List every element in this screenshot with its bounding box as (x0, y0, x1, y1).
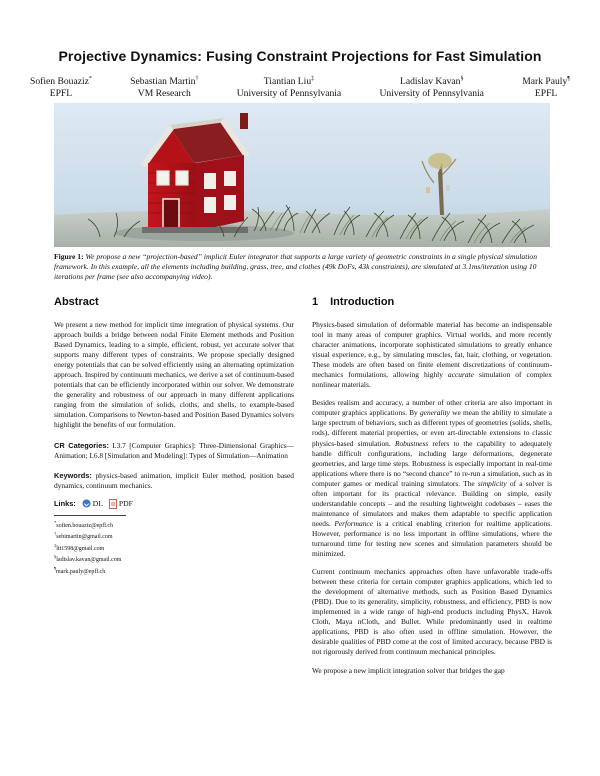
author-affiliation: University of Pennsylvania (379, 88, 484, 100)
author (522, 73, 570, 100)
teaser-scene (54, 103, 550, 247)
keywords-text: physics-based animation, implicit Euler method, position based dynamics, continuum mechanics. (54, 470, 294, 490)
cr-categories (54, 441, 294, 461)
links-label: Links: (54, 499, 76, 509)
dl-icon (82, 499, 91, 508)
intro-paragraph-1: Physics-based simulation of deformable material has become an indispensable tool in many areas of computer graphics. Virtual worlds, and more recently character animations, incorporate sophisticated simulations to greatly enhance visual experience, e.g., by simulating muscles, fat, hair, clothing, or vegetation. These models are often based on finite element discretizations of continuum-mechanics formulations, allowing highly accurate simulation of complex nonlinear materials. (312, 320, 552, 390)
cr-categories-label: CR Categories: (54, 440, 109, 450)
author-name: Ladislav Kavan (399, 76, 461, 88)
author-name: Tiantian Liu (263, 76, 312, 88)
author-affiliation: VM Research (137, 88, 191, 100)
cr-categories-text: I.3.7 [Computer Graphics]: Three-Dimensional Graphics—Animation; I.6.8 [Simulation and Modeling]: Types of Simulation—Animation (54, 440, 294, 460)
pdf-link[interactable] (109, 499, 133, 509)
figure-label: Figure 1: (54, 252, 84, 261)
author-affiliation: EPFL (534, 88, 558, 100)
figure-caption (54, 252, 550, 282)
intro-paragraph-3: Current continuum mechanics approaches often have unfavorable trade-offs between these criteria for certain computer graphics applications, which led to the development of alternative methods, such as Position Based Dynamics (PBD). Due to its generality, simplicity, robustness, and efficiency, PBD is now implemented in a wide range of high-end products including PhysX, Havok Cloth, Maya nCloth, and Bullet. While predominantly used in realtime applications, PBD is also often used in offline simulation. However, the desirable qualities of PBD come at the cost of limited accuracy, because PBD is not rigorously derived from continuum mechanical principles. (312, 567, 552, 657)
author-mark: § (460, 76, 464, 82)
pdf-icon (109, 499, 117, 509)
intro-paragraph-4: We propose a new implicit integration solver that bridges the gap (312, 665, 505, 675)
footnote: *sofien.bouaziz@epfl.ch (54, 519, 114, 529)
author (237, 73, 341, 100)
author-mark: ¶ (567, 76, 570, 82)
footnote-email: sofien.bouaziz@epfl.ch (56, 522, 114, 529)
author (379, 73, 483, 100)
dl-link-text[interactable]: DL (92, 499, 103, 509)
paper-title: Projective Dynamics: Fusing Constraint Projections for Fast Simulation (58, 48, 542, 64)
intro-heading (312, 296, 552, 308)
author (130, 73, 198, 100)
pdf-link-text[interactable]: PDF (118, 499, 133, 509)
footnote: §ladislav.kavan@gmail.com (54, 554, 122, 564)
keywords-label: Keywords: (54, 470, 92, 480)
footnote: ‡ltt1598@gmail.com (54, 542, 105, 552)
links-row (54, 499, 294, 509)
footnote-email: mark.pauly@epfl.ch (56, 569, 106, 576)
left-column (54, 296, 294, 577)
author-mark: ‡ (311, 76, 315, 82)
author-affiliation: EPFL (49, 88, 73, 100)
footnote-email: ladislav.kavan@gmail.com (56, 557, 122, 564)
intro-paragraph-2: Besides realism and accuracy, a number of other criteria are also important in computer graphics applications. By generality we mean the ability to simulate a large spectrum of behaviors, such as different types of geometries (solids, shells, rods), different material properties, or even art-directable extensions to classic physics-based simulation. Robustness refers to the capability to adequately handle difficult configurations, including large deformations, degenerate geometries, and large time steps. Robustness is especially important in real-time applications where there is no “second chance” to re-run a simulation, such as in computer games or medical training simulators. The simplicity of a solver is often important for its practical relevance. Building on simple, easily understandable concepts – and the resulting lightweight codebases – eases the maintenance of simulators and makes them adaptable to specific application needs. Performance is a critical enabling criterion for realtime applications. However, performance is no less important in offline simulations, where the turnaround time for testing new scenes and simulation parameters should be minimized. (312, 398, 552, 559)
author-mark: † (195, 76, 199, 82)
author-list (30, 73, 570, 100)
section-number: 1 (312, 296, 319, 308)
right-column (312, 296, 552, 684)
keywords (54, 471, 294, 491)
footnote: †sebimartin@gmail.com (54, 531, 113, 541)
footnotes (54, 515, 126, 577)
abstract-text: We present a new method for implicit time integration of physical systems. Our approach builds a bridge between nodal Finite Element methods and Position Based Dynamics, leading to a simple, efficient, robust, yet accurate solver that supports many different types of constraints. We propose specially designed energy potentials that can be solved efficiently using an alternating optimization approach. Inspired by continuum mechanics, we derive a set of continuum-based potentials that can be efficiently incorporated within our solver. We demonstrate the generality and robustness of our approach in many different applications ranging from the simulation of solids, cloths, and shells, to example-based simulation. Comparisons to Newton-based and Position Based Dynamics solvers highlight the benefits of our formulation. (54, 320, 294, 430)
dl-link[interactable] (82, 499, 103, 508)
footnote-email: ltt1598@gmail.com (56, 545, 105, 552)
abstract-heading: Abstract (54, 296, 99, 308)
figure-caption-text: We propose a new “projection-based” implicit Euler integrator that supports a large variety of geometric constraints in a single physical simulation framework. In this example, all the elements including building, grass, tree, and clothes (49k DoFs, 43k constraints), are simulated at 3.1ms/iteration using 10 iterations per frame (see also accompanying video). (54, 252, 538, 281)
author-affiliation: University of Pennsylvania (236, 88, 342, 100)
section-title: Introduction (330, 296, 395, 308)
author-name: Sofien Bouaziz (30, 76, 89, 88)
author (30, 73, 92, 100)
author-mark: * (88, 76, 92, 82)
footnote: ¶mark.pauly@epfl.ch (54, 566, 106, 576)
author-name: Mark Pauly (522, 76, 568, 88)
teaser-figure (54, 103, 550, 247)
footnote-email: sebimartin@gmail.com (56, 534, 113, 541)
author-name: Sebastian Martin (130, 76, 196, 88)
